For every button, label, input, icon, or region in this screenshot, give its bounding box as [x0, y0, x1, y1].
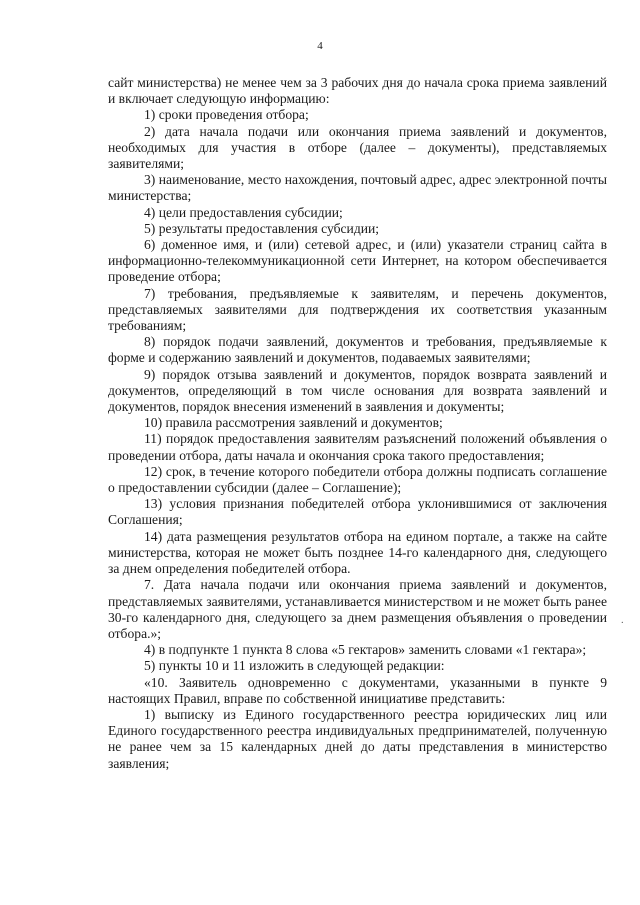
list-item-10: 10) правила рассмотрения заявлений и документов;	[144, 415, 443, 431]
document-body	[108, 75, 607, 772]
list-item-4: 4) цели предоставления субсидии;	[144, 204, 343, 220]
list-item-1: 1) сроки проведения отбора;	[144, 107, 309, 123]
list-item-6: 6) доменное имя, и (или) сетевой адрес, и (или) указатели страниц сайта в информационно-телекоммуникационной сети Интернет, на котором обеспечивается проведение отбора;	[108, 237, 607, 285]
page-number: 4	[317, 40, 323, 52]
section-10-item-1: 1) выписку из Единого государственного реестра юридических лиц или Единого государственного реестра индивидуальных предпринимателей, полученную не ранее чем за 15 календарных дней до даты представления в министерство заявления;	[108, 706, 607, 771]
amendment-item-4: 4) в подпункте 1 пункта 8 слова «5 гектаров» заменить словами «1 гектара»;	[144, 642, 587, 658]
list-item-8: 8) порядок подачи заявлений, документов и требования, предъявляемые к форме и содержанию заявлений и документов, подаваемых заявителями;	[108, 334, 607, 366]
list-item-7: 7) требования, предъявляемые к заявителям, и перечень документов, представляемых заявителями для подтверждения их соответствия указанным требованиям;	[108, 285, 607, 334]
list-item-9: 9) порядок отзыва заявлений и документов, порядок возврата заявлений и документов, определяющий в том числе основания для возврата заявлений и документов, порядок внесения изменений в заявления и документы;	[108, 366, 607, 415]
list-item-11: 11) порядок предоставления заявителям разъяснений положений объявления о проведении отбора, даты начала и окончания срока такого предоставления;	[108, 431, 607, 463]
scan-edge-mark: ·	[620, 618, 624, 629]
list-item-3: 3) наименование, место нахождения, почтовый адрес, адрес электронной почты министерства;	[108, 172, 607, 204]
amendment-item-5: 5) пункты 10 и 11 изложить в следующей редакции:	[144, 658, 445, 674]
list-item-2: 2) дата начала подачи или окончания приема заявлений и документов, необходимых для участия в отборе (далее – документы), представляемых заявителями;	[108, 123, 607, 172]
section-10-paragraph: «10. Заявитель одновременно с документами, указанными в пункте 9 настоящих Правил, вправе по собственной инициативе представить:	[108, 674, 607, 706]
section-7-paragraph: 7. Дата начала подачи или окончания приема заявлений и документов, представляемых заявителями, устанавливается министерством и не может быть ранее 30-го календарного дня, следующего за днем размещения объявления о проведении отбора.»;	[108, 577, 607, 641]
paragraph-continuation: сайт министерства) не менее чем за 3 рабочих дня до начала срока приема заявлений и включает следующую информацию:	[108, 75, 607, 107]
list-item-5: 5) результаты предоставления субсидии;	[144, 220, 380, 236]
list-item-13: 13) условия признания победителей отбора уклонившимися от заключения Соглашения;	[108, 496, 607, 528]
list-item-14: 14) дата размещения результатов отбора на едином портале, а также на сайте министерства, которая не может быть позднее 14-го календарного дня, следующего за днем определения победителей отбора.	[108, 528, 607, 577]
list-item-12: 12) срок, в течение которого победители отбора должны подписать соглашение о предоставлении субсидии (далее – Соглашение);	[108, 463, 607, 496]
